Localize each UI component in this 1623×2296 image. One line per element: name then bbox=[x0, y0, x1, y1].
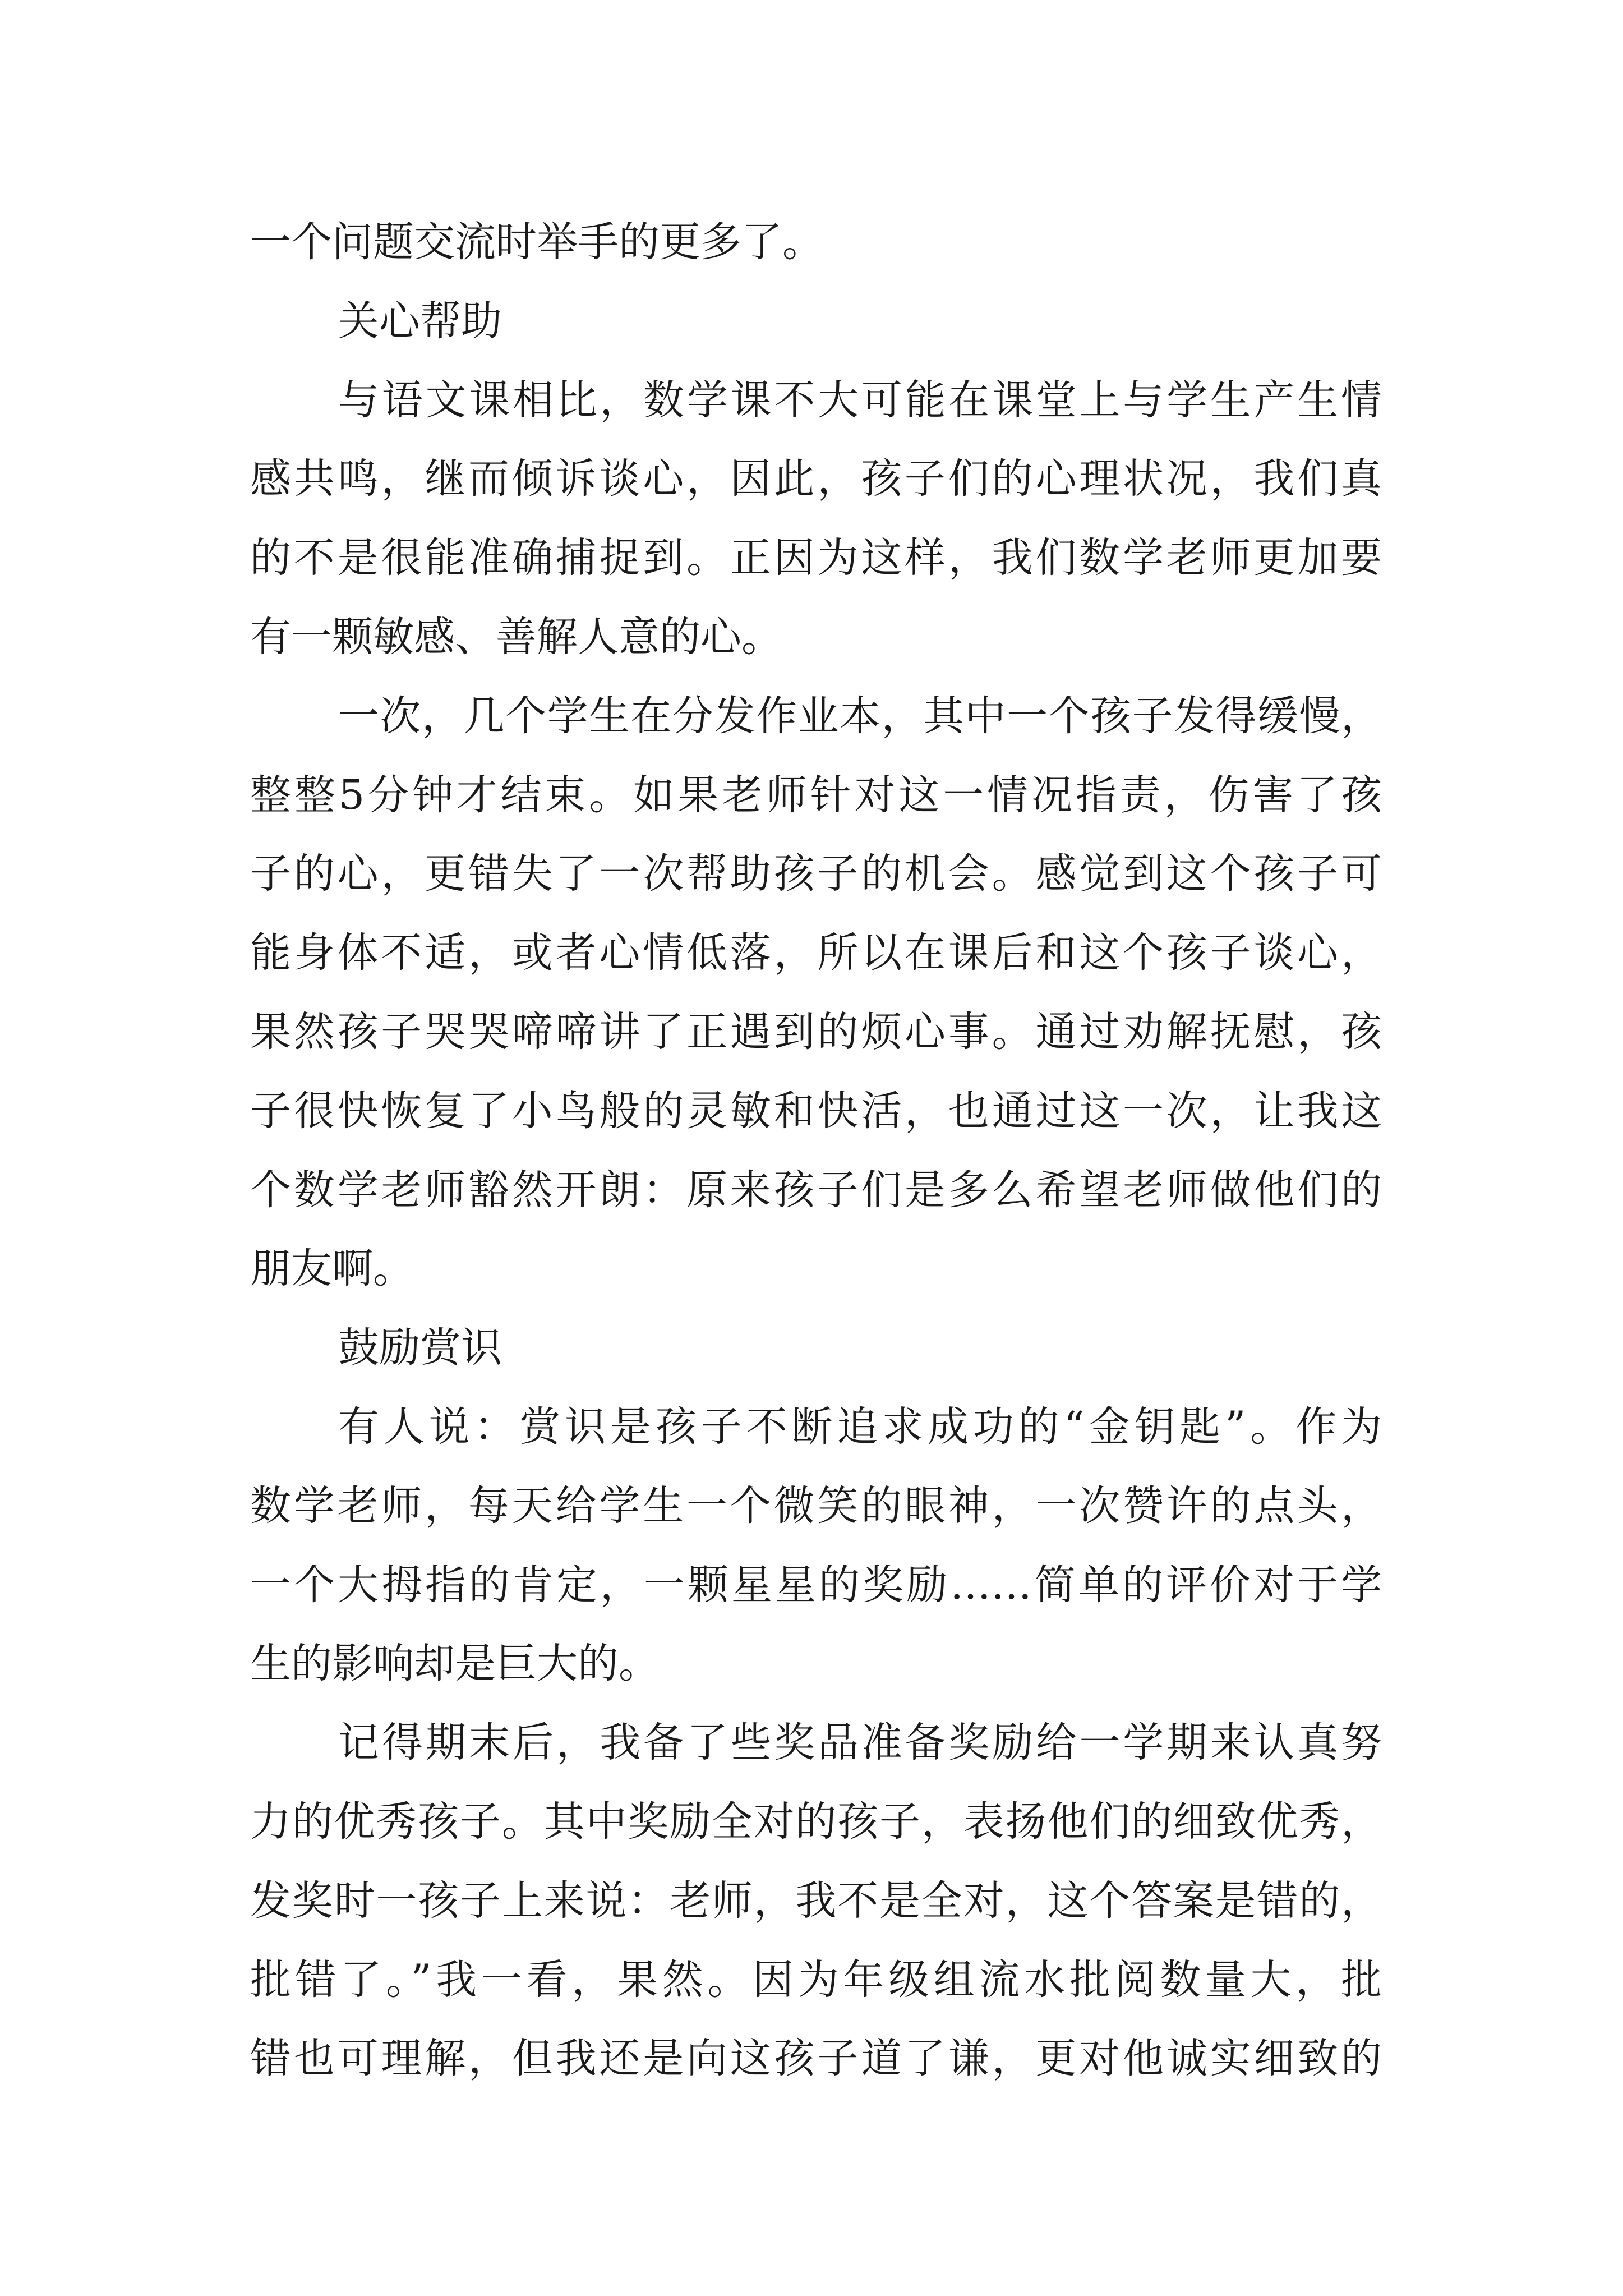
paragraph-line: 子很快恢复了小鸟般的灵敏和快活，也通过这一次，让我这 bbox=[250, 1087, 1382, 1135]
paragraph-line: 有一颗敏感、善解人意的心。 bbox=[250, 613, 782, 661]
paragraph-line: 能身体不适，或者心情低落，所以在课后和这个孩子谈心， bbox=[250, 929, 1382, 977]
paragraph-line: 感共鸣，继而倾诉谈心，因此，孩子们的心理状况，我们真 bbox=[250, 455, 1382, 503]
paragraph-line: 有人说：赏识是孩子不断追求成功的“金钥匙”。作为 bbox=[338, 1402, 1382, 1451]
section-heading: 鼓励赏识 bbox=[338, 1324, 502, 1372]
paragraph-line: 发奖时一孩子上来说：老师，我不是全对，这个答案是错的， bbox=[250, 1876, 1382, 1925]
paragraph-line: 力的优秀孩子。其中奖励全对的孩子，表扬他们的细致优秀， bbox=[250, 1797, 1382, 1846]
paragraph-line: 记得期末后，我备了些奖品准备奖励给一学期来认真努 bbox=[338, 1719, 1382, 1767]
paragraph-line: 整整5分钟才结束。如果老师针对这一情况指责，伤害了孩 bbox=[250, 771, 1382, 819]
paragraph-line: 与语文课相比，数学课不大可能在课堂上与学生产生情 bbox=[338, 376, 1382, 424]
paragraph-line: 的不是很能准确捕捉到。正因为这样，我们数学老师更加要 bbox=[250, 534, 1382, 582]
paragraph-line: 子的心，更错失了一次帮助孩子的机会。感觉到这个孩子可 bbox=[250, 850, 1382, 898]
document-body bbox=[250, 203, 1382, 2099]
paragraph-line: 一个大拇指的肯定，一颗星星的奖励……简单的评价对于学 bbox=[250, 1561, 1382, 1609]
paragraph-line: 一个问题交流时举手的更多了。 bbox=[250, 218, 823, 266]
paragraph-line: 果然孩子哭哭啼啼讲了正遇到的烦心事。通过劝解抚慰，孩 bbox=[250, 1007, 1382, 1056]
paragraph-line: 错也可理解，但我还是向这孩子道了谦，更对他诚实细致的 bbox=[250, 2035, 1382, 2083]
paragraph-line: 数学老师，每天给学生一个微笑的眼神，一次赞许的点头， bbox=[250, 1481, 1382, 1530]
paragraph-line: 个数学老师豁然开朗：原来孩子们是多么希望老师做他们的 bbox=[250, 1166, 1382, 1214]
paragraph-line: 生的影响却是巨大的。 bbox=[250, 1640, 660, 1688]
paragraph-line: 一次，几个学生在分发作业本，其中一个孩子发得缓慢， bbox=[338, 692, 1382, 740]
section-heading: 关心帮助 bbox=[338, 297, 502, 345]
paragraph-line: 朋友啊。 bbox=[250, 1245, 414, 1293]
paragraph-line: 批错了。”我一看，果然。因为年级组流水批阅数量大，批 bbox=[250, 1955, 1382, 2004]
